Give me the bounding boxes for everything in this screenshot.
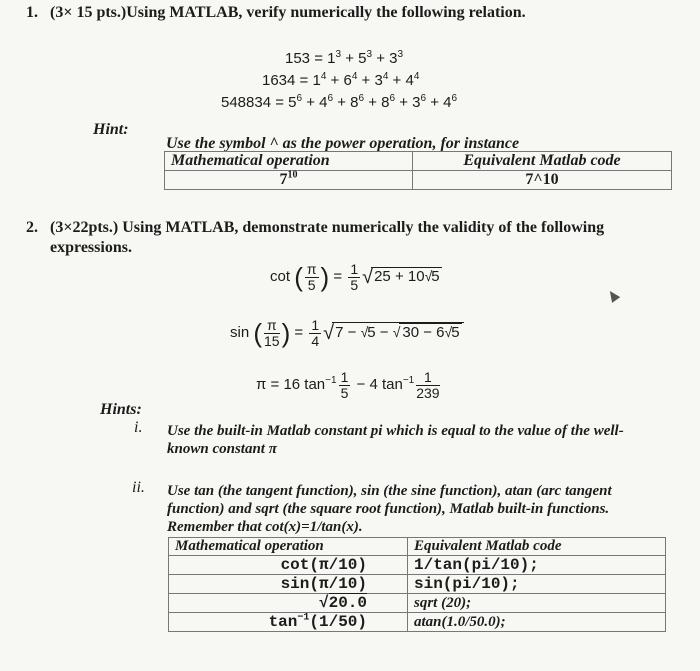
q2-table-header-math: Mathematical operation	[169, 538, 408, 556]
hint-ii-line2: function) and sqrt (the square root function), Matlab built-in functions.	[167, 501, 610, 517]
q2-table-math-sin: sin(π/10)	[169, 575, 408, 594]
eq3-lhs: 548834 =	[221, 94, 284, 111]
q2-hints-label: Hints:	[100, 401, 142, 418]
q1-hint-text: Use the symbol ^ as the power operation, for instance	[166, 135, 520, 152]
q2-table-header-code: Equivalent Matlab code	[408, 538, 666, 556]
hint-ii-line1: Use tan (the tangent function), sin (the sine function), atan (arc tangent	[167, 483, 612, 499]
q2-equation-cot: cot ( $\frac{\pi}{5}$ ) = $\frac{1}{5}$ √25 + 10√5	[270, 261, 440, 293]
q1-equation-2: $1634 = 1^4 + 6^4 + 3^4 + 4^4$	[262, 71, 420, 89]
q1-equation-1: $153 = 1^3 + 5^3 + 3^3$	[285, 49, 404, 67]
q1-number: 1.	[26, 4, 38, 21]
q2-table-math-atan: $\tan^{-1}(1/50)$	[169, 613, 408, 632]
mouse-cursor-icon	[606, 288, 621, 303]
q2-equation-pi: π = 16 $\tan^{-1}$ $\frac{1}{5}$ − 4 $\tan^{-1}$ $\frac{1}{239}$	[256, 369, 440, 401]
q1-table-header-code: Equivalent Matlab code	[413, 152, 672, 171]
q1-table	[164, 151, 672, 190]
hint-ii-number: ii.	[132, 479, 145, 496]
q2-table	[168, 537, 666, 632]
q1-table-math-cell: $7^{10}$	[165, 171, 413, 190]
q1-title: (3× 15 pts.)Using MATLAB, verify numerically the following relation.	[50, 4, 526, 21]
q2-number: 2.	[26, 219, 38, 236]
q1-table-header-math: Mathematical operation	[165, 152, 413, 171]
q2-equation-sin: sin ( $\frac{\pi}{15}$ ) = $\frac{1}{4}$ √7 − √5 − √ 30 − 6√5	[230, 318, 464, 349]
eq2-lhs: 1634 =	[262, 72, 309, 89]
q2-table-code-row: sqrt (20);	[408, 594, 666, 613]
hint-i-line1: Use the built-in Matlab constant pi which is equal to the value of the well-	[167, 423, 624, 439]
hint-ii-line3: Remember that cot(x)=1/tan(x).	[167, 519, 363, 535]
q2-title-line2: expressions.	[50, 239, 132, 256]
eq1-lhs: 153 =	[285, 50, 323, 67]
q2-table-math-cot: cot(π/10)	[169, 556, 408, 575]
q2-table-code-row: sin(pi/10);	[408, 575, 666, 594]
hint-i-number: i.	[134, 419, 143, 436]
q2-table-code-row: 1/tan(pi/10);	[408, 556, 666, 575]
q1-hint-label: Hint:	[93, 121, 129, 138]
q2-table-code-row: atan(1.0/50.0);	[408, 613, 666, 632]
hint-i-line2: known constant π	[167, 441, 277, 457]
q1-equation-3: $548834 = 5^6 + 4^6 + 8^6 + 8^6 + 3^6 + 4^6$	[221, 93, 458, 111]
q1-table-code-cell: 7^10	[413, 171, 672, 190]
q2-table-math-sqrt: √20.0	[169, 594, 408, 613]
q2-title: (3×22pts.) Using MATLAB, demonstrate numerically the validity of the following	[50, 219, 605, 236]
